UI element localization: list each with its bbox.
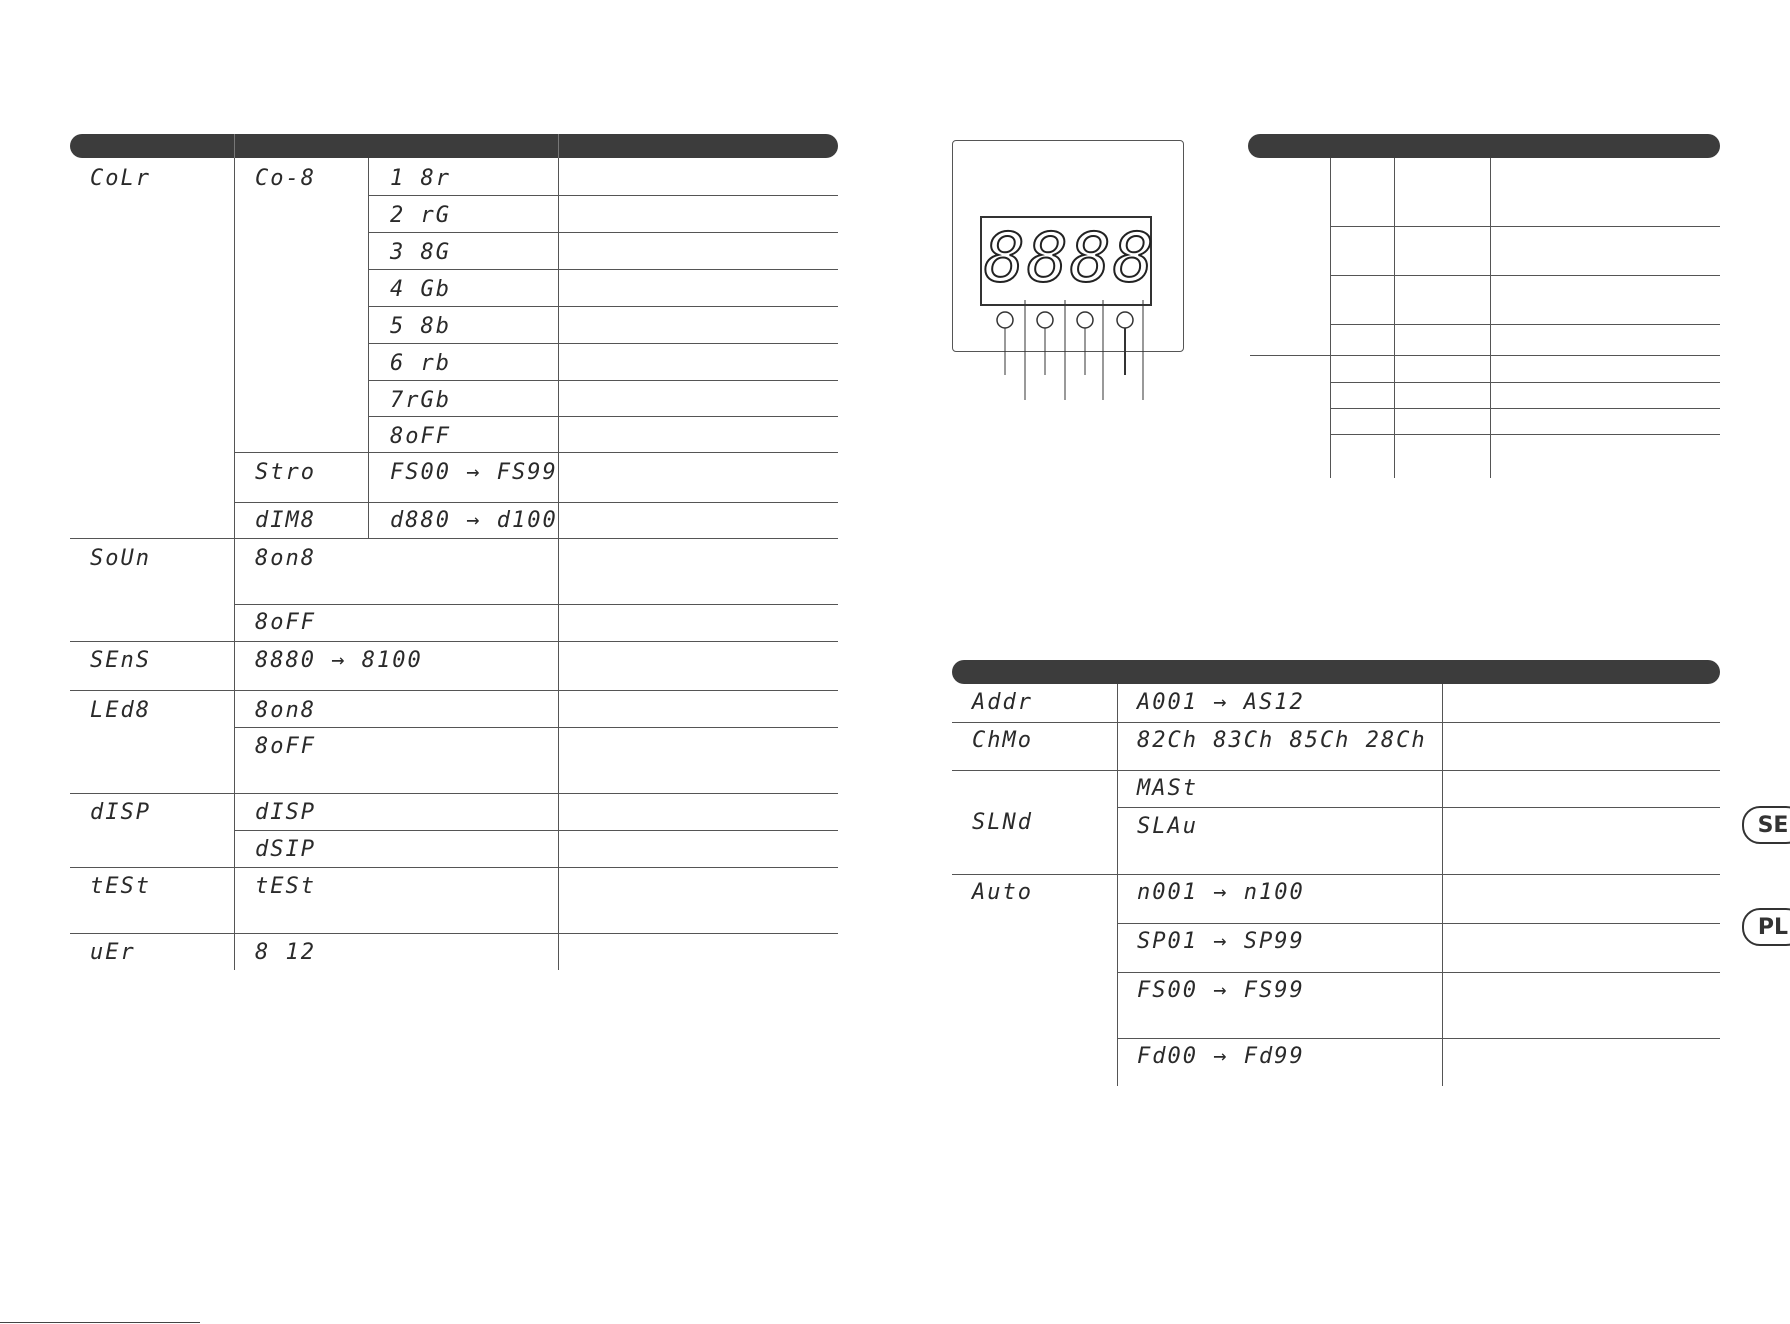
sub-disp: dISP xyxy=(255,800,316,825)
right-bottom-table-header xyxy=(952,660,1720,684)
menu-disp: dISP xyxy=(90,800,151,825)
sub-soun-on: 8on8 xyxy=(255,546,316,571)
val-addr-range: A001 → AS12 xyxy=(1137,690,1305,715)
right-top-table-header xyxy=(1248,134,1720,158)
menu-addr: Addr xyxy=(972,690,1033,715)
sub-ver: 8 12 xyxy=(255,940,316,965)
menu-sens: SEnS xyxy=(90,648,151,673)
left-table-header xyxy=(70,134,838,158)
opt-stro-range: FS00 → FS99 xyxy=(390,460,558,485)
val-speed-range: SP01 → SP99 xyxy=(1137,929,1305,954)
menu-auto: Auto xyxy=(972,880,1033,905)
language-badge-se[interactable]: SE xyxy=(1742,806,1790,844)
opt-8: 8oFF xyxy=(390,424,451,449)
val-slave: SLAu xyxy=(1137,814,1198,839)
sub-stro: Stro xyxy=(255,460,316,485)
val-channel-modes: 82Ch 83Ch 85Ch 28Ch xyxy=(1137,728,1427,753)
sub-led-on: 8on8 xyxy=(255,698,316,723)
val-master: MASt xyxy=(1137,776,1198,801)
menu-colr: CoLr xyxy=(90,166,151,191)
menu-led: LEd8 xyxy=(90,698,151,723)
opt-6: 6 rb xyxy=(390,351,451,376)
opt-1: 1 8r xyxy=(390,166,451,191)
menu-slnd: SLNd xyxy=(972,810,1033,835)
menu-ver: uEr xyxy=(90,940,136,965)
opt-dim-range: d880 → d100 xyxy=(390,508,558,533)
control-panel-callouts xyxy=(990,300,1150,410)
opt-4: 4 Gb xyxy=(390,277,451,302)
sub-led-off: 8oFF xyxy=(255,734,316,759)
sub-test: tESt xyxy=(255,874,316,899)
footer-rule xyxy=(0,1322,200,1323)
language-badge-pl[interactable]: PL xyxy=(1742,908,1790,946)
val-fd-range: Fd00 → Fd99 xyxy=(1137,1044,1305,1069)
menu-soun: SoUn xyxy=(90,546,151,571)
opt-7: 7rGb xyxy=(390,388,451,413)
menu-test: tESt xyxy=(90,874,151,899)
sub-co: Co-8 xyxy=(255,166,316,191)
sub-dim: dIM8 xyxy=(255,508,316,533)
led-digits: 8888 xyxy=(984,219,1156,298)
sub-dsip: dSIP xyxy=(255,837,316,862)
val-auto-range: n001 → n100 xyxy=(1137,880,1305,905)
opt-3: 3 8G xyxy=(390,240,451,265)
menu-chmo: ChMo xyxy=(972,728,1033,753)
opt-2: 2 rG xyxy=(390,203,451,228)
sub-sens-range: 8880 → 8100 xyxy=(255,648,423,673)
sub-soun-off: 8oFF xyxy=(255,610,316,635)
opt-5: 5 8b xyxy=(390,314,451,339)
val-fs-range: FS00 → FS99 xyxy=(1137,978,1305,1003)
